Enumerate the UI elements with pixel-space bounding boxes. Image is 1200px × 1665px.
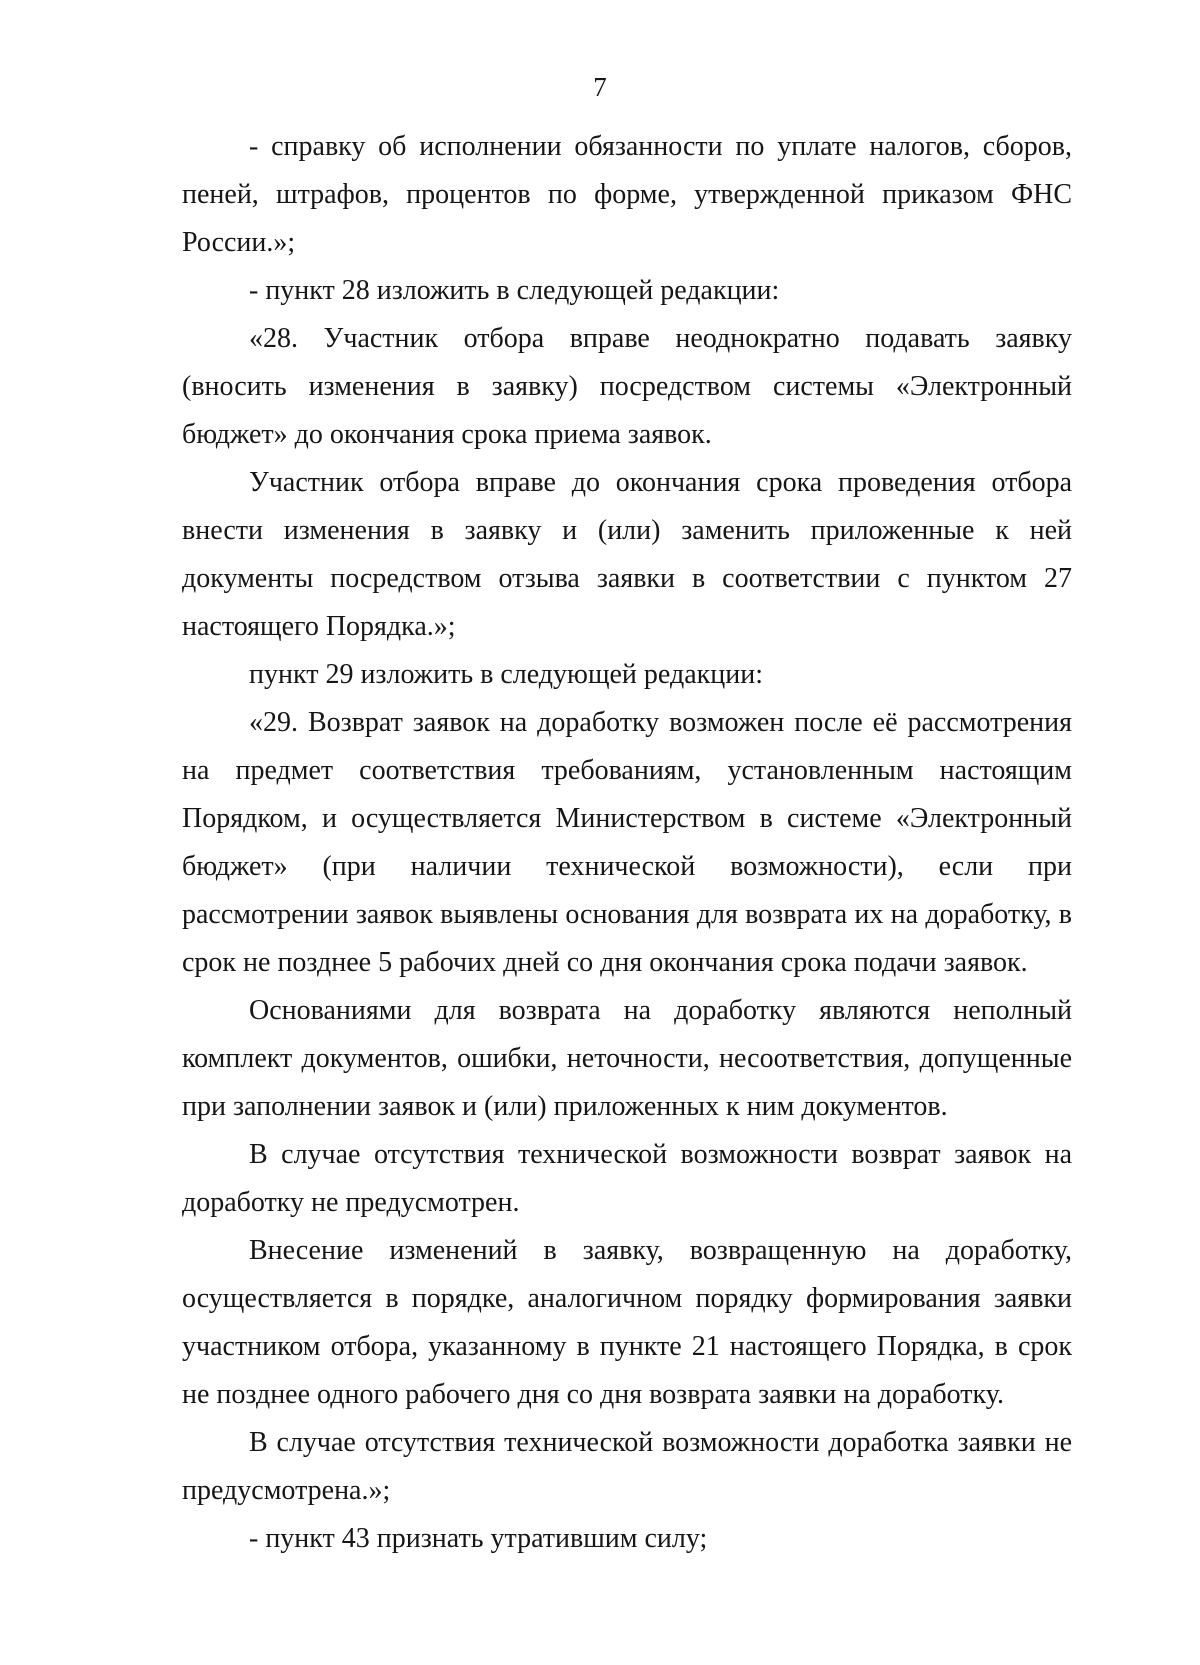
paragraph-return-grounds: Основаниями для возврата на доработку являются неполный комплект документов, ошибки, неточности, несоответствия, допущенные при заполнении заявок и (или) приложенных к ним документов. bbox=[182, 995, 1072, 1122]
paragraph-item-28-text: «28. Участник отбора вправе неоднократно подавать заявку (вносить изменения в заявку) посредством системы «Электронный бюджет» до окончания срока приема заявок. bbox=[182, 323, 1072, 450]
paragraph-no-technical-return: В случае отсутствия технической возможности возврат заявок на доработку не предусмотрен. bbox=[182, 1139, 1072, 1218]
paragraph-item-43-repeal: - пункт 43 признать утратившим силу; bbox=[249, 1523, 708, 1554]
paragraph-tax-certificate: - справку об исполнении обязанности по уплате налогов, сборов, пеней, штрафов, процентов по форме, утвержденной приказом ФНС России.»; bbox=[182, 131, 1072, 258]
paragraph-item-28-withdrawal: Участник отбора вправе до окончания срока проведения отбора внести изменения в заявку и (или) заменить приложенные к ней документы посредством отзыва заявки в соответствии с пунктом 27 настоящего Порядка.»; bbox=[182, 467, 1072, 642]
paragraph-item-29-instruction: пункт 29 изложить в следующей редакции: bbox=[249, 659, 763, 690]
paragraph-item-28-instruction: - пункт 28 изложить в следующей редакции: bbox=[249, 275, 780, 306]
document-body bbox=[182, 123, 1072, 1563]
paragraph-item-29-text: «29. Возврат заявок на доработку возможен после её рассмотрения на предмет соответствия требованиям, установленным настоящим Порядком, и осуществляется Министерством в системе «Электронный бюджет» (при наличии технической возможности), если при рассмотрении заявок выявлены основания для возврата их на доработку, в срок не позднее 5 рабочих дней со дня окончания срока подачи заявок. bbox=[182, 707, 1072, 978]
page-number: 7 bbox=[593, 72, 607, 102]
paragraph-no-technical-revision: В случае отсутствия технической возможности доработка заявки не предусмотрена.»; bbox=[182, 1427, 1072, 1506]
paragraph-revision-procedure: Внесение изменений в заявку, возвращенную на доработку, осуществляется в порядке, аналогичном порядку формирования заявки участником отбора, указанному в пункте 21 настоящего Порядка, в срок не позднее одного рабочего дня со дня возврата заявки на доработку. bbox=[182, 1235, 1072, 1410]
